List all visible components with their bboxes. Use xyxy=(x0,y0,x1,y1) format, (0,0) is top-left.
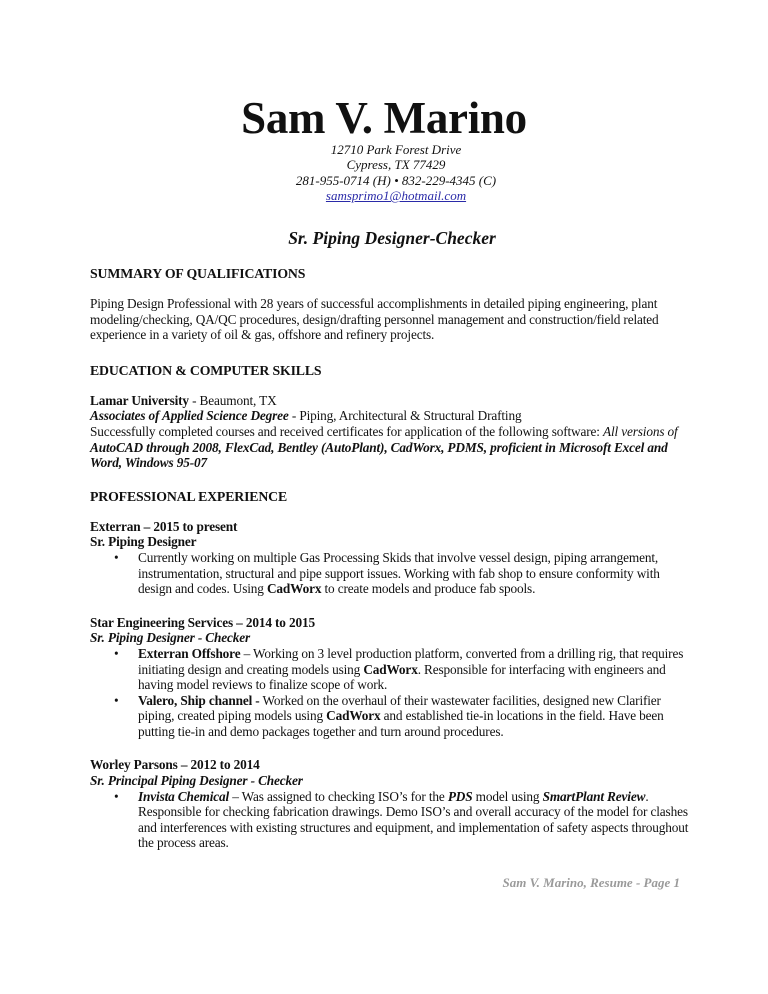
software-intro: Successfully completed courses and received certificates for application of the following software: xyxy=(90,423,603,439)
job-title-line: Sr. Principal Piping Designer - Checker xyxy=(90,773,303,789)
bullet-icon: • xyxy=(114,549,119,565)
bullet-icon: • xyxy=(114,692,119,708)
job-bullets xyxy=(90,789,690,851)
degree-name: Associates of Applied Science Degree xyxy=(90,408,289,424)
bullet-icon: • xyxy=(114,788,119,804)
experience-heading: PROFESSIONAL EXPERIENCE xyxy=(90,488,288,504)
education-heading: EDUCATION & COMPUTER SKILLS xyxy=(90,362,322,378)
school-location: - Beaumont, TX xyxy=(188,392,277,408)
address-line-2: Cypress, TX 77429 xyxy=(346,157,446,173)
candidate-name: Sam V. Marino xyxy=(241,93,527,143)
degree-line xyxy=(90,408,690,424)
software-list: AutoCAD through 2008, FlexCad, Bentley (AutoPlant), CadWorx, PDMS, proficient in Microsoft Excel and Word, Windows 95-07 xyxy=(90,439,668,471)
job-title: Sr. Piping Designer-Checker xyxy=(288,228,496,248)
job-title-line: Sr. Piping Designer xyxy=(90,534,197,550)
job-entry xyxy=(90,757,690,851)
resume-body xyxy=(90,266,690,851)
job-bullets xyxy=(90,550,690,597)
job-entry xyxy=(90,615,690,740)
job-bullet: • Valero, Ship channel - Worked on the overhaul of their wastewater facilities, designed new Clarifier piping, created piping models using CadWorx and established tie-in locations in the field. Have been putting tie-in and demo packages together and turn around procedures. xyxy=(114,692,664,739)
job-company: Star Engineering Services – 2014 to 2015 xyxy=(90,614,315,630)
address-line-1: 12710 Park Forest Drive xyxy=(330,142,462,157)
job-company: Worley Parsons – 2012 to 2014 xyxy=(90,757,260,773)
bullet-icon: • xyxy=(114,645,119,661)
job-bullet: • Invista Chemical – Was assigned to checking ISO’s for the PDS model using SmartPlant Review. Responsible for checking fabrication drawings. Demo ISO’s and overall accuracy of the model for clashes and interferences with existing structures and equipment, and implementation of safety aspects throughout the process areas. xyxy=(114,788,689,851)
phone-numbers: 281-955-0714 (H) • 832-229-4345 (C) xyxy=(295,172,497,188)
school-name: Lamar University xyxy=(90,392,189,408)
school-line xyxy=(90,393,690,409)
job-bullet: • Exterran Offshore – Working on 3 level production platform, converted from a drilling rig, that requires initiating design and creating models using CadWorx. Responsible for interfacing with engineers and having model reviews to finalize scope of work. xyxy=(114,645,684,693)
job-bullet: • Currently working on multiple Gas Processing Skids that involve vessel design, piping arrangement, instrumentation, structural and pipe support issues. Working with fab shop to ensure conformity with design and codes. Using CadWorx to create models and produce fab spools. xyxy=(114,549,660,597)
job-entry xyxy=(90,519,690,597)
job-bullets xyxy=(90,646,690,740)
page-footer: Sam V. Marino, Resume - Page 1 xyxy=(502,875,680,890)
email-link[interactable]: samsprimo1@hotmail.com xyxy=(325,188,467,204)
degree-detail: - Piping, Architectural & Structural Drafting xyxy=(288,408,522,424)
job-company: Exterran – 2015 to present xyxy=(90,518,238,534)
job-title-line: Sr. Piping Designer - Checker xyxy=(90,630,251,646)
summary-heading: SUMMARY OF QUALIFICATIONS xyxy=(90,266,306,281)
software-line xyxy=(90,424,690,471)
contact-block xyxy=(0,142,768,204)
software-all: All versions of xyxy=(603,423,678,439)
summary-text: Piping Design Professional with 28 years of successful accomplishments in detailed piping engineering, plant modeling/checking, QA/QC procedures, design/drafting personnel management and construction/field related experience in a variety of oil & gas, offshore and refinery projects. xyxy=(90,296,659,343)
